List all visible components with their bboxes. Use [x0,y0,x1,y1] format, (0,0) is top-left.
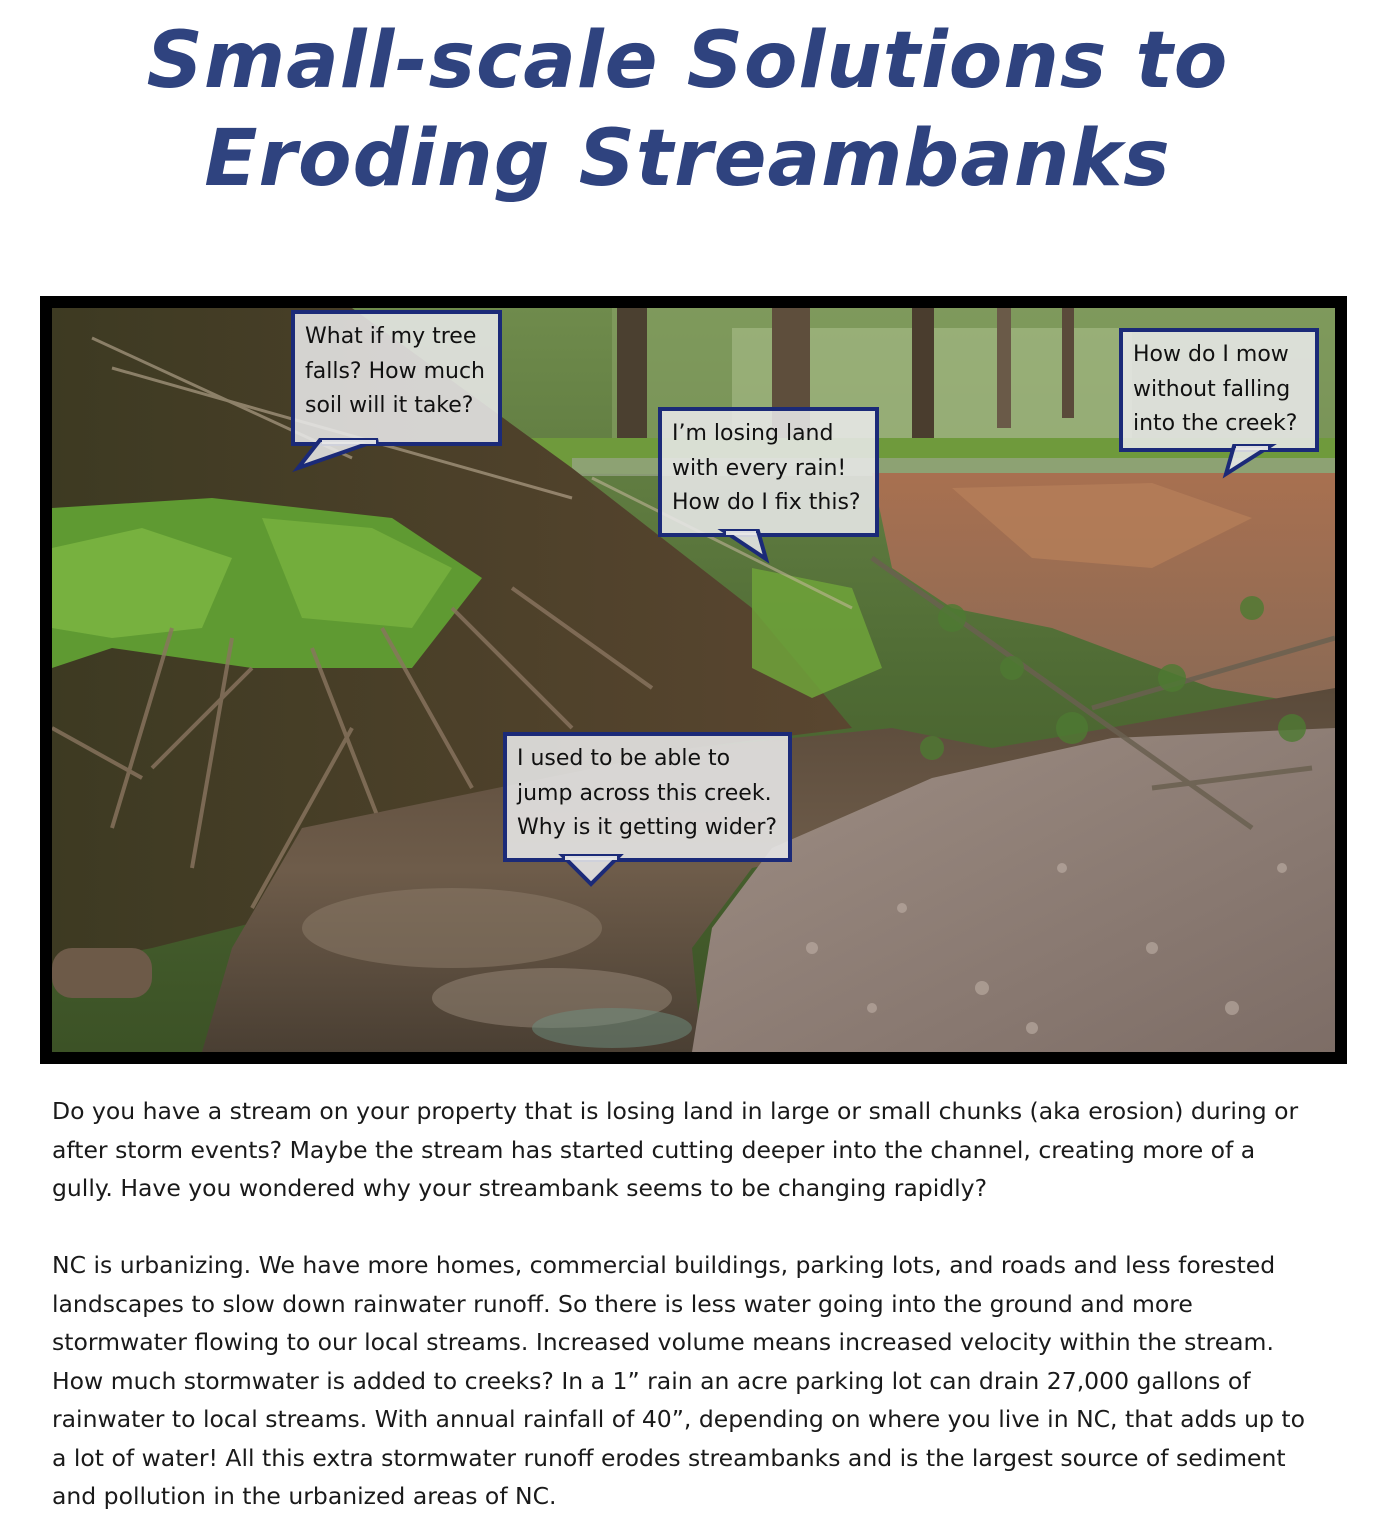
title-line-2: Eroding Streambanks [204,114,1171,204]
paragraph-line: rainwater to local streams. With annual rainfall of 40”, depending on where you live in NC, that adds up to [52,1405,1306,1433]
bubble-line: with every rain! [672,455,847,481]
bubble-mow [1119,328,1319,452]
paragraph-line: landscapes to slow down rainwater runoff. So there is less water going into the ground and more [52,1289,1193,1318]
bubble-tail-losing-land [718,531,778,563]
bubble-line: falls? How much [305,358,485,384]
bubble-losing-land [658,407,879,537]
paragraph-line: a lot of water! All this extra stormwater runoff erodes streambanks and is the largest source of sediment [52,1443,1286,1472]
bubble-line: without falling [1133,376,1291,402]
bubble-tail-tree-falls [298,440,388,472]
bubble-line: jump across this creek. [517,780,772,806]
bubble-line: How do I fix this? [672,490,861,515]
bubble-tail-jump-across [561,856,625,888]
paragraph-line: after storm events? Maybe the stream has started cutting deeper into the channel, creating more of a [52,1135,1256,1164]
bubble-tree-falls [291,310,502,446]
bubble-line: Why is it getting wider? [517,815,778,840]
paragraph-line: and pollution in the urbanized areas of NC. [52,1482,557,1510]
bubble-jump-across [503,732,792,862]
paragraph-line: Do you have a stream on your property that is losing land in large or small chunks (aka erosion) during or [52,1097,1299,1125]
paragraph-line: stormwater flowing to our local streams. Increased volume means increased velocity within the stream. [52,1328,1274,1356]
page-title [0,12,1375,208]
title-line-1: Small-scale Solutions to [146,16,1229,106]
bubble-tail-mow [1220,446,1276,478]
paragraph-line: How much stormwater is added to creeks? In a 1” rain an acre parking lot can drain 27,000 gallons of [52,1366,1251,1395]
bubble-line: into the creek? [1133,411,1298,436]
urbanization-paragraph [52,1246,1342,1516]
paragraph-line: gully. Have you wondered why your streambank seems to be changing rapidly? [52,1174,988,1202]
bubble-line: How do I mow [1133,342,1289,367]
paragraph-line: NC is urbanizing. We have more homes, commercial buildings, parking lots, and roads and less forested [52,1251,1276,1279]
intro-paragraph [52,1092,1342,1208]
bubble-line: I used to be able to [517,746,731,771]
bubble-line: What if my tree [305,324,477,349]
bubble-line: I’m losing land [672,421,834,446]
bubble-line: soil will it take? [305,393,474,418]
